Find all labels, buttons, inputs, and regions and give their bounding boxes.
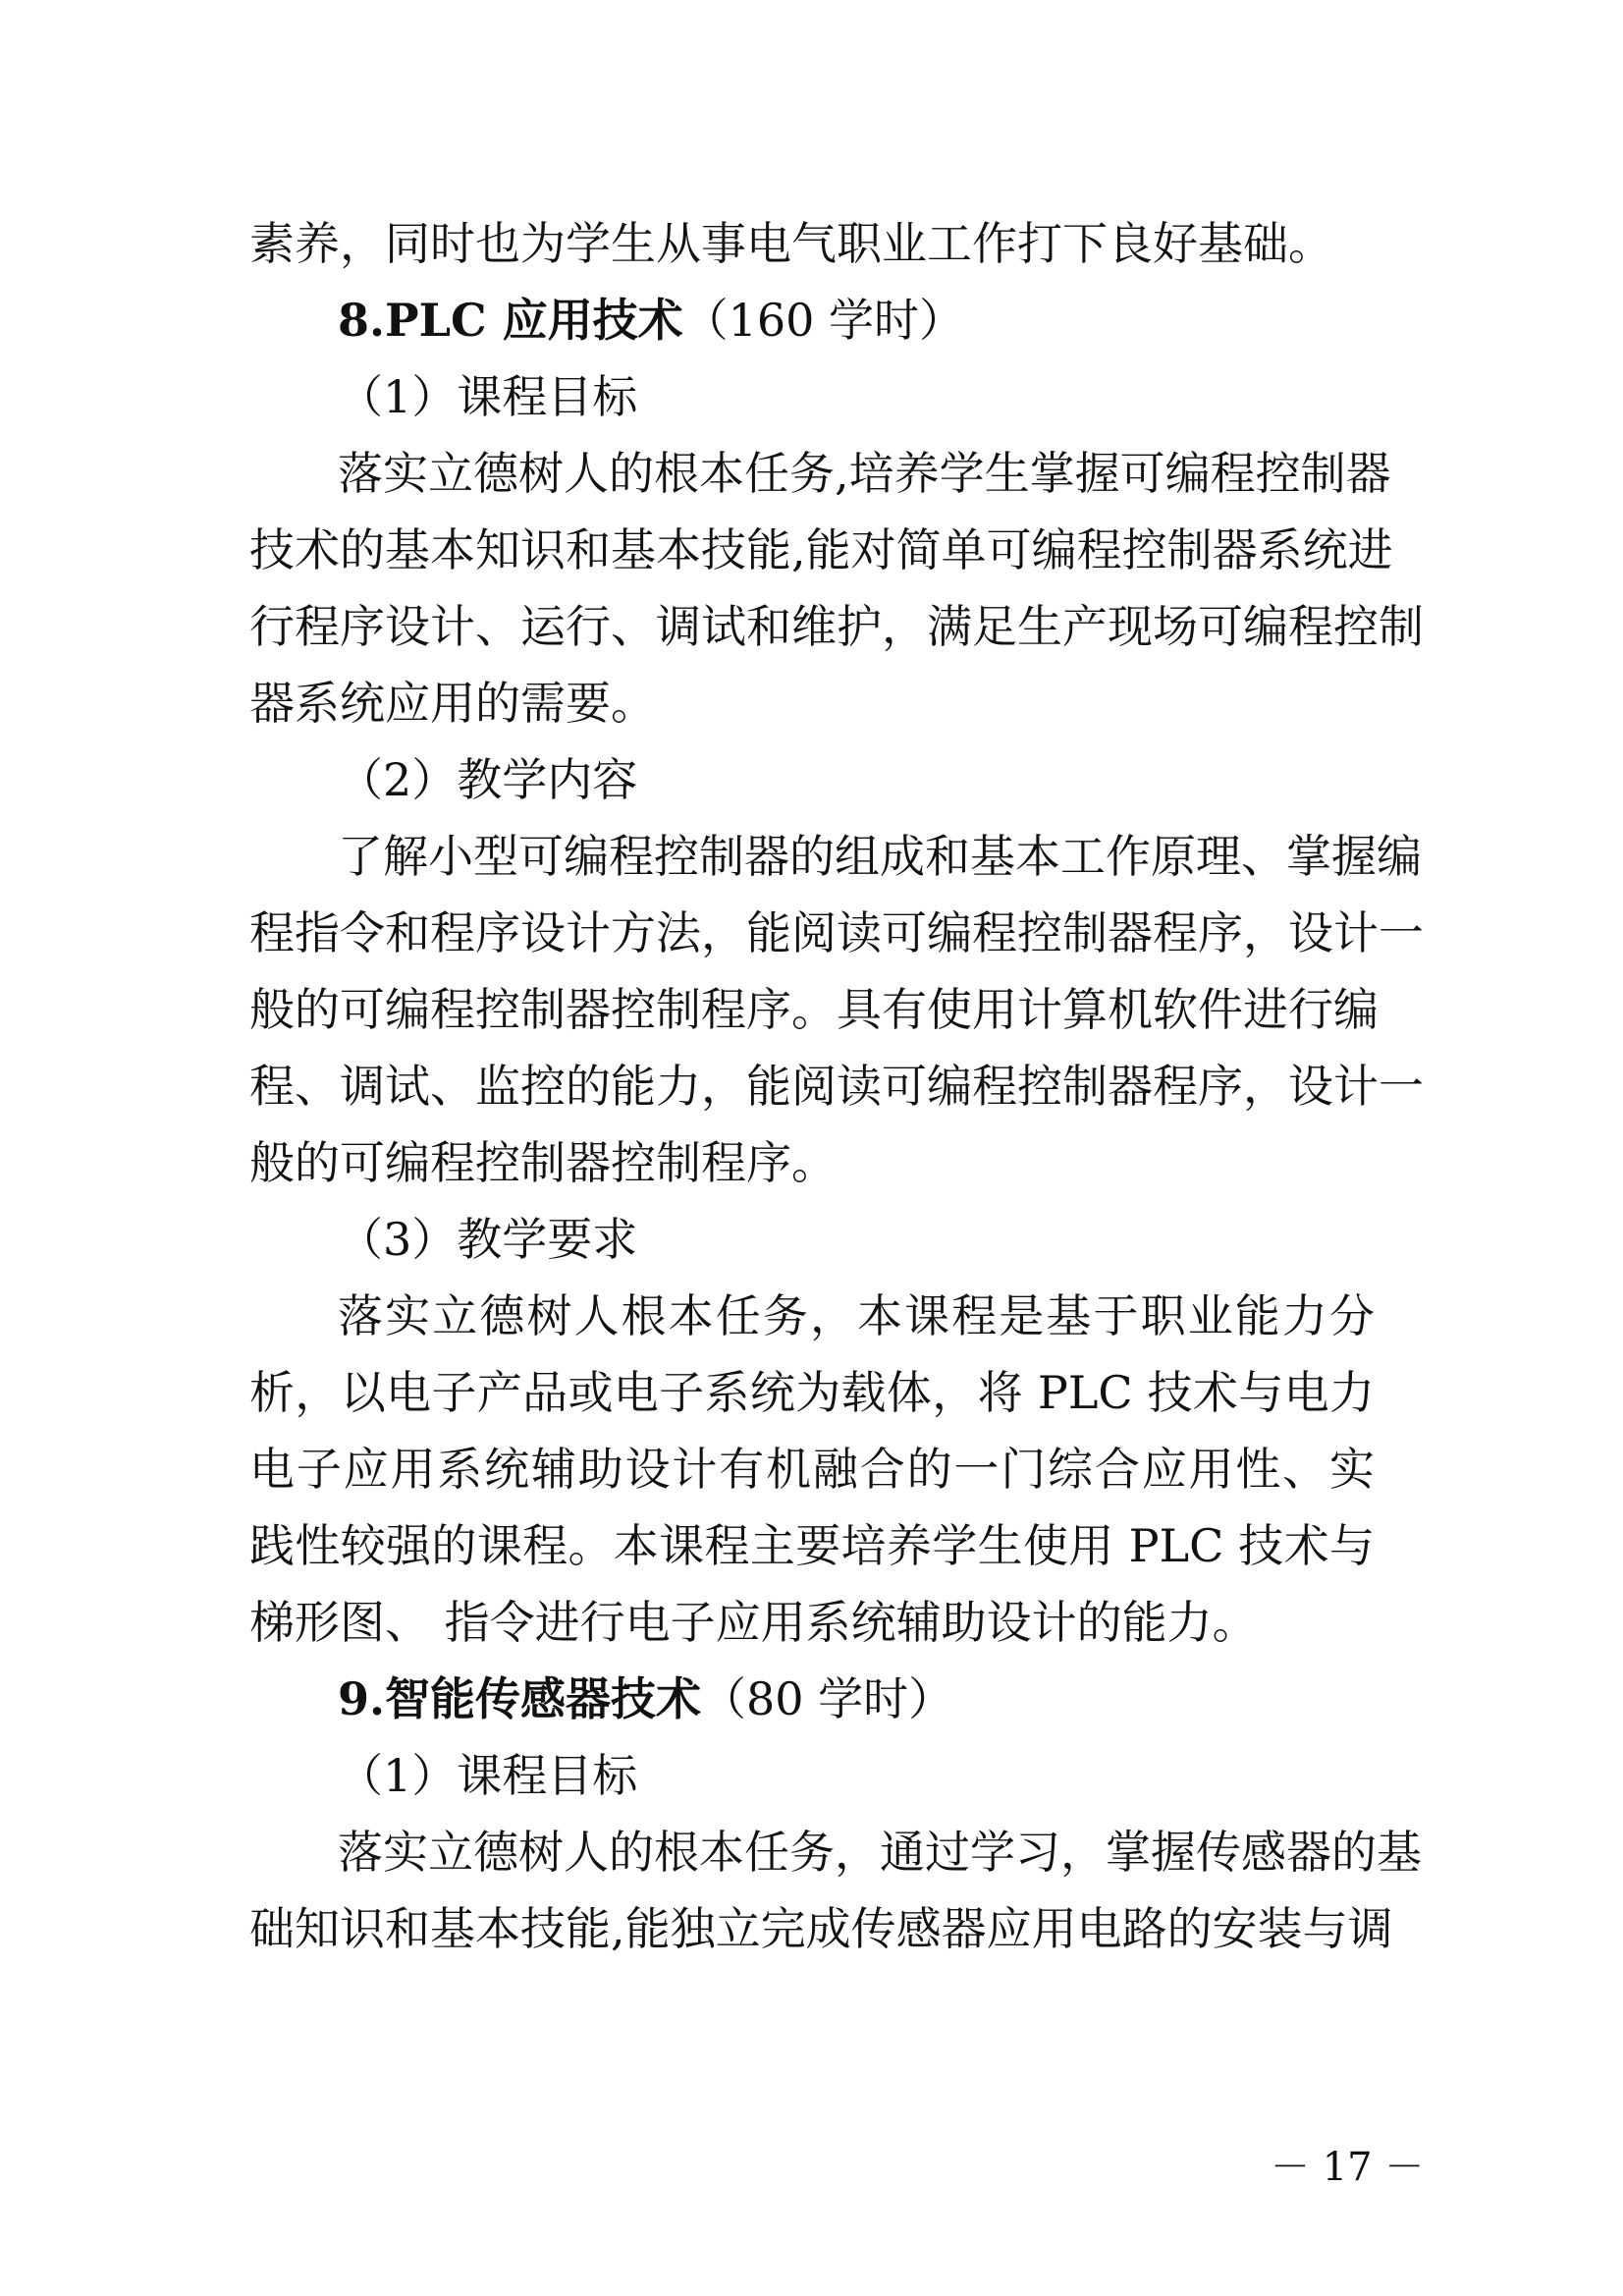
course8-hours: （160 学时） [682, 294, 965, 347]
course8-content-line: 般的可编程控制器控制程序。 [249, 1136, 837, 1189]
course8-heading [338, 285, 1375, 355]
course8-content-heading: （2）教学内容 [338, 753, 638, 806]
course9-heading [338, 1664, 1375, 1734]
course8-objective-line: 落实立德树人的根本任务,培养学生掌握可编程控制器 [338, 447, 1391, 500]
course8-content-line: 程、调试、监控的能力，能阅读可编程控制器程序，设计一 [249, 1060, 1424, 1113]
course9-objective-line: 础知识和基本技能,能独立完成传感器应用电路的安装与调 [249, 1902, 1393, 1955]
course9-hours: （80 学时） [701, 1672, 954, 1725]
course8-objective-line: 器系统应用的需要。 [249, 677, 656, 730]
course9-title: 9.智能传感器技术 [338, 1672, 702, 1725]
course8-requirement-heading: （3）教学要求 [338, 1213, 638, 1266]
course8-objective-heading: （1）课程目标 [338, 370, 638, 423]
course8-requirement-line: 梯形图、 指令进行电子应用系统辅助设计的能力。 [249, 1596, 1258, 1649]
course8-title: 8.PLC 应用技术 [338, 294, 683, 347]
course9-objective-heading: （1）课程目标 [338, 1749, 638, 1802]
course8-content-line: 了解小型可编程控制器的组成和基本工作原理、掌握编 [338, 830, 1422, 883]
course8-objective-line: 技术的基本知识和基本技能,能对简单可编程控制器系统进 [249, 523, 1393, 576]
course8-requirement-line: 践性较强的课程。本课程主要培养学生使用 PLC 技术与 [249, 1519, 1375, 1572]
course8-objective-line: 行程序设计、运行、调试和维护，满足生产现场可编程控制 [249, 600, 1424, 653]
continuation-line: 素养，同时也为学生从事电气职业工作打下良好基础。 [249, 217, 1333, 270]
page-number: － 17 － [1271, 2145, 1425, 2190]
course8-content-line: 程指令和程序设计方法，能阅读可编程控制器程序，设计一 [249, 906, 1424, 959]
course8-requirement-line: 落实立德树人根本任务，本课程是基于职业能力分 [338, 1289, 1375, 1342]
course9-objective-line: 落实立德树人的根本任务，通过学习，掌握传感器的基 [338, 1826, 1422, 1879]
course8-requirement-line: 析，以电子产品或电子系统为载体，将 PLC 技术与电力 [249, 1366, 1375, 1419]
course8-content-line: 般的可编程控制器控制程序。具有使用计算机软件进行编 [249, 983, 1379, 1036]
course8-requirement-line: 电子应用系统辅助设计有机融合的一门综合应用性、实 [249, 1443, 1375, 1496]
